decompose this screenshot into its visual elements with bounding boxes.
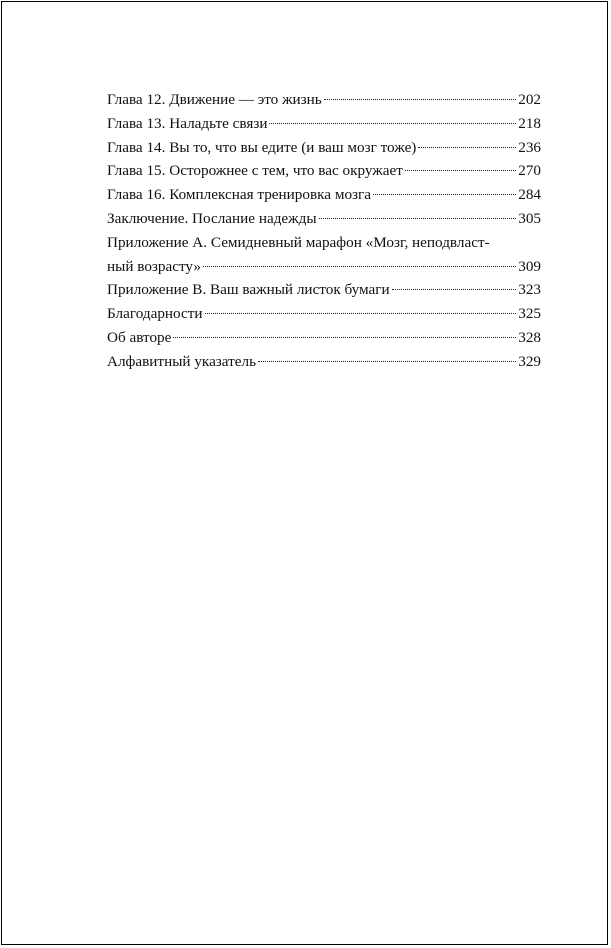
dot-leader [324, 99, 516, 100]
toc-entry-conclusion[interactable] [107, 207, 541, 231]
toc-entry-appendix-a[interactable] [107, 231, 541, 279]
toc-entry-title: Глава 14. Вы то, что вы едите (и ваш мозг тоже) [107, 136, 416, 160]
toc-entry-title: Глава 15. Осторожнее с тем, что вас окружает [107, 159, 403, 183]
toc-entry-page: 202 [518, 91, 541, 108]
dot-leader [173, 337, 516, 338]
toc-entry-page: 325 [518, 305, 541, 323]
toc-entry-page: 218 [518, 114, 541, 132]
table-of-contents [107, 88, 541, 374]
toc-entry-page: 323 [518, 281, 541, 299]
toc-entry-page: 305 [518, 209, 541, 227]
toc-entry-title: Глава 12. Движение — это жизнь [107, 88, 322, 112]
dot-leader [205, 313, 517, 314]
toc-entry-chapter-15[interactable] [107, 159, 541, 183]
toc-entry-page: 328 [518, 328, 541, 346]
dot-leader [319, 218, 517, 219]
toc-entry-title: Глава 16. Комплексная тренировка мозга [107, 183, 371, 207]
toc-entry-chapter-13[interactable] [107, 112, 541, 136]
toc-entry-title: Глава 13. Наладьте связи [107, 112, 267, 136]
dot-leader [203, 266, 516, 267]
toc-entry-title-line1: Приложение A. Семидневный марафон «Мозг, неподвласт- [107, 231, 490, 255]
dot-leader [269, 123, 516, 124]
toc-entry-title-line2: ный возрасту» [107, 255, 201, 279]
dot-leader [418, 147, 516, 148]
toc-entry-page: 309 [518, 257, 541, 275]
toc-entry-title: Алфавитный указатель [107, 350, 256, 374]
toc-entry-title: Благодарности [107, 302, 203, 326]
dot-leader [258, 361, 516, 362]
toc-entry-index[interactable] [107, 350, 541, 374]
toc-entry-title: Приложение B. Ваш важный листок бумаги [107, 278, 390, 302]
toc-entry-chapter-16[interactable] [107, 183, 541, 207]
toc-entry-chapter-14[interactable] [107, 136, 541, 160]
toc-entry-acknowledgments[interactable] [107, 302, 541, 326]
toc-entry-title: Заключение. Послание надежды [107, 207, 317, 231]
toc-entry-page: 236 [518, 138, 541, 156]
toc-entry-page: 270 [518, 162, 541, 180]
toc-entry-page: 329 [518, 352, 541, 370]
dot-leader [392, 289, 517, 290]
toc-entry-page: 284 [518, 186, 541, 204]
toc-entry-title: Об авторе [107, 326, 171, 350]
toc-entry-appendix-b[interactable] [107, 278, 541, 302]
dot-leader [373, 194, 516, 195]
dot-leader [405, 170, 516, 171]
toc-entry-about-author[interactable] [107, 326, 541, 350]
toc-entry-chapter-12[interactable] [107, 88, 541, 112]
